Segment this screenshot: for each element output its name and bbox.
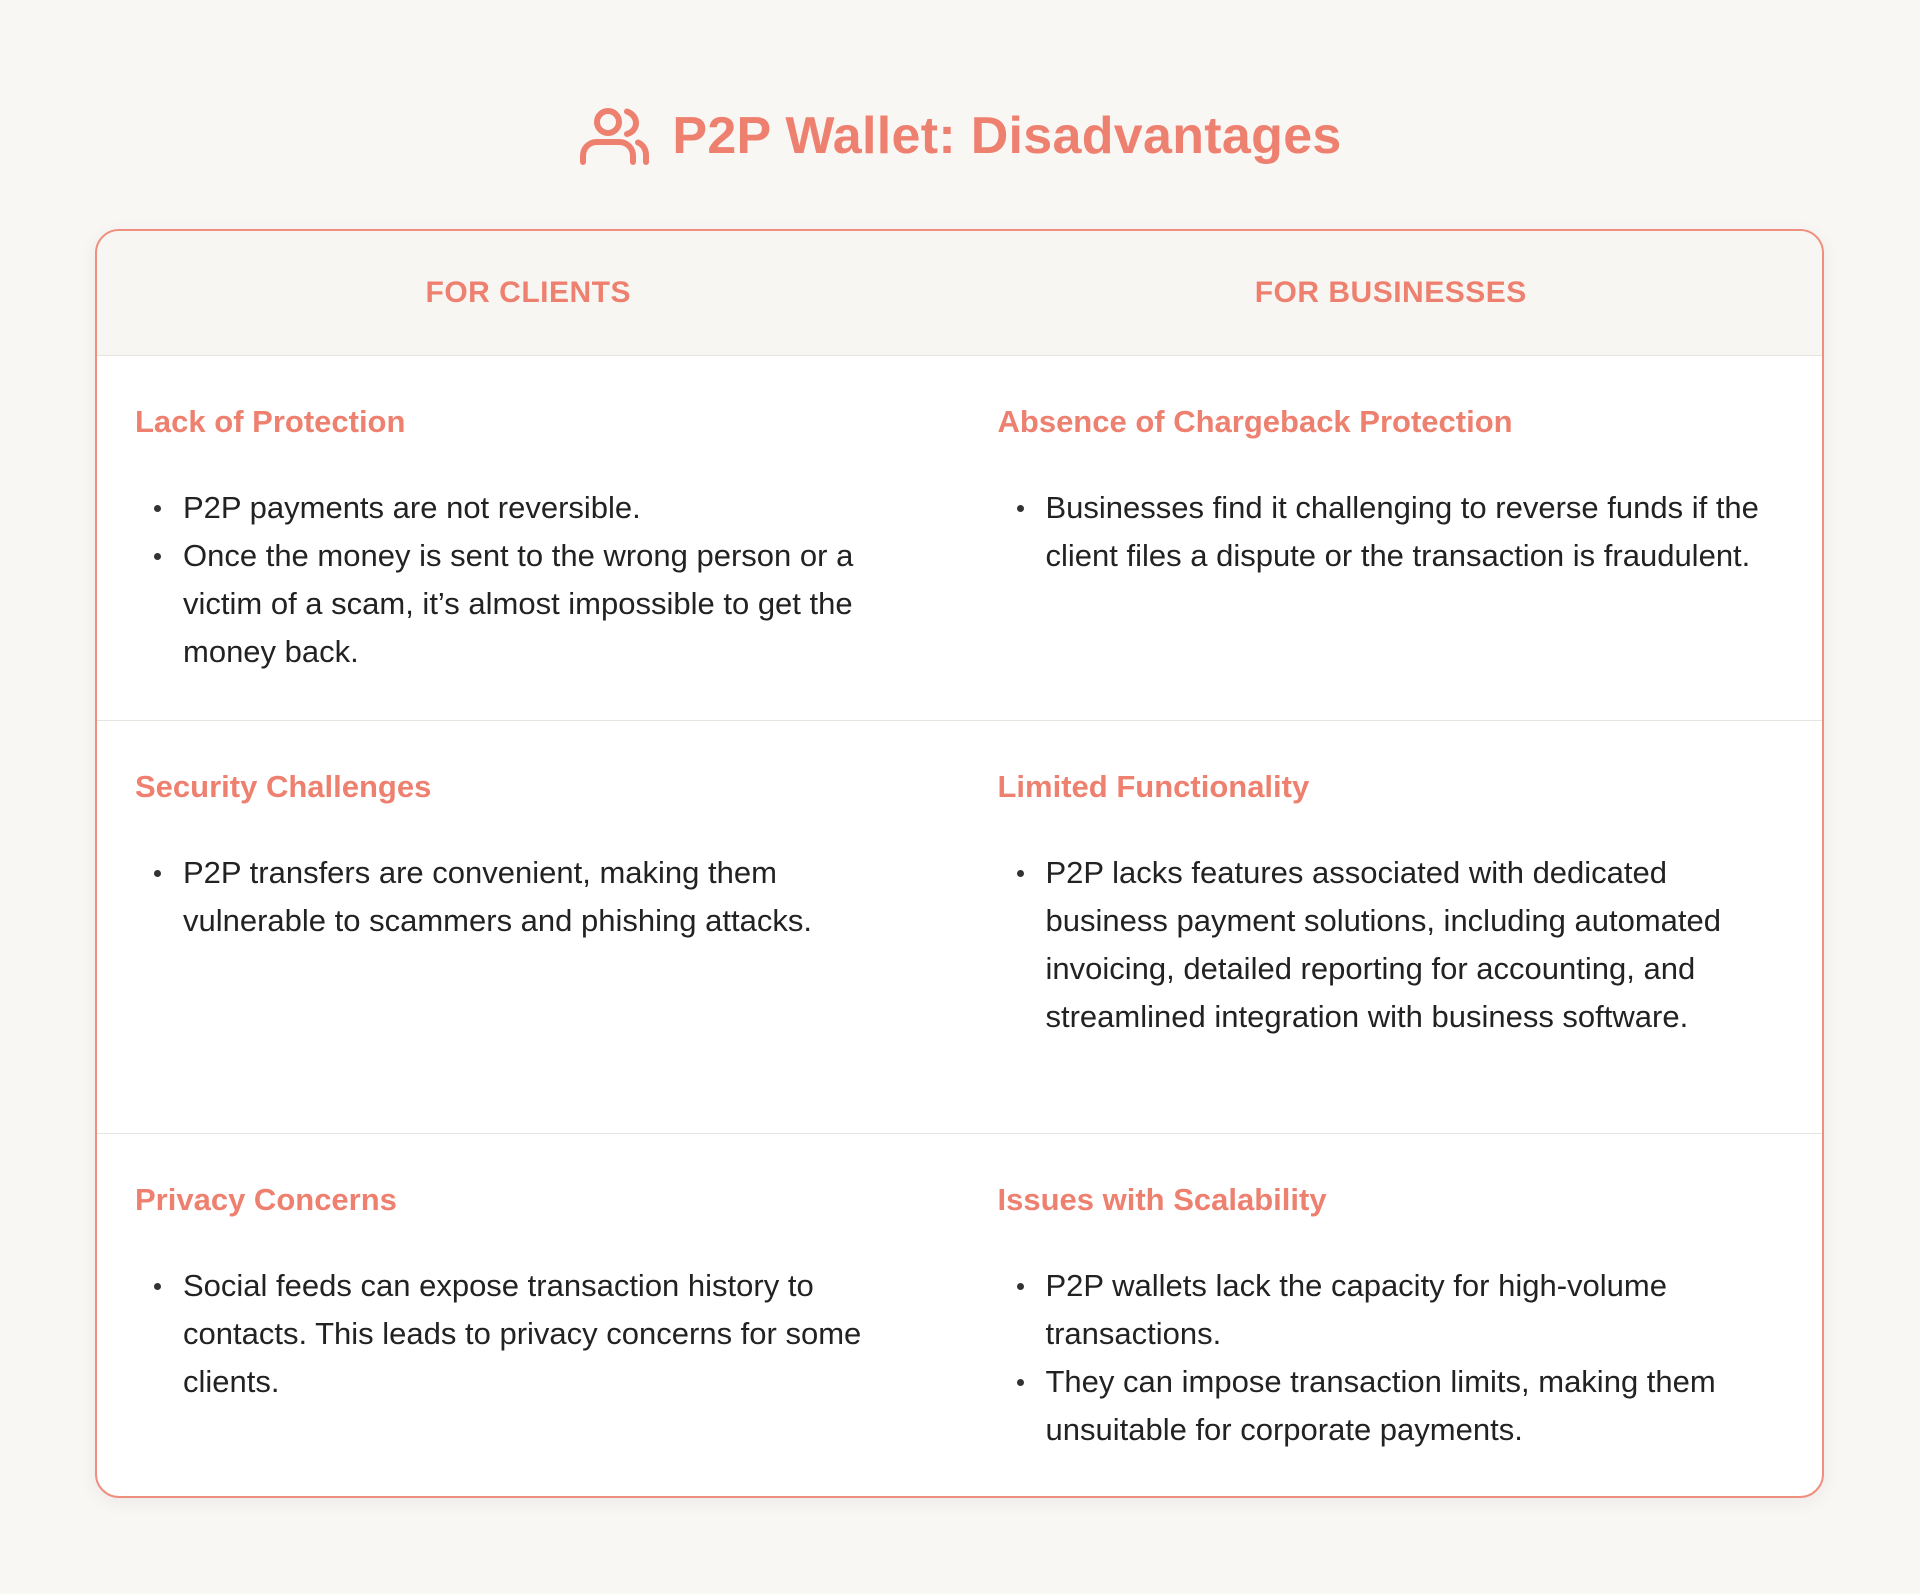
table-row [97, 721, 1822, 1134]
bullet-item: P2P lacks features associated with dedicated business payment solutions, including automated invoicing, detailed reporting for accounting, and streamlined integration with business software. [1008, 849, 1783, 1041]
disadvantages-table [95, 229, 1824, 1498]
column-header-businesses: FOR BUSINESSES [1254, 276, 1527, 309]
page-header [0, 96, 1920, 176]
cell-businesses [960, 1134, 1823, 1496]
users-icon [578, 106, 650, 166]
column-header-clients: FOR CLIENTS [425, 276, 631, 309]
bullet-list [135, 849, 920, 945]
table-row [97, 356, 1822, 721]
bullet-item: They can impose transaction limits, making them unsuitable for corporate payments. [1008, 1358, 1783, 1454]
bullet-item: P2P transfers are convenient, making them vulnerable to scammers and phishing attacks. [145, 849, 920, 945]
table-row [97, 1134, 1822, 1496]
bullet-list [135, 484, 920, 676]
bullet-list [998, 849, 1783, 1041]
cell-title: Privacy Concerns [135, 1182, 397, 1217]
bullet-item: P2P payments are not reversible. [145, 484, 920, 532]
cell-clients [97, 356, 960, 720]
bullet-item: Businesses find it challenging to reverse funds if the client files a dispute or the transaction is fraudulent. [1008, 484, 1783, 580]
page-title: P2P Wallet: Disadvantages [672, 107, 1342, 165]
bullet-list [998, 484, 1783, 580]
cell-clients [97, 1134, 960, 1496]
bullet-item: Once the money is sent to the wrong person or a victim of a scam, it’s almost impossible to get the money back. [145, 532, 920, 676]
bullet-list [998, 1262, 1783, 1454]
bullet-list [135, 1262, 920, 1406]
cell-title: Lack of Protection [135, 404, 406, 439]
table-header-row [97, 231, 1822, 356]
cell-title: Issues with Scalability [997, 1182, 1327, 1217]
cell-clients [97, 721, 960, 1133]
cell-title: Security Challenges [135, 769, 432, 804]
cell-businesses [960, 721, 1823, 1133]
bullet-item: P2P wallets lack the capacity for high-volume transactions. [1008, 1262, 1783, 1358]
bullet-item: Social feeds can expose transaction history to contacts. This leads to privacy concerns for some clients. [145, 1262, 920, 1406]
cell-title: Absence of Chargeback Protection [997, 404, 1513, 439]
cell-title: Limited Functionality [997, 769, 1310, 804]
cell-businesses [960, 356, 1823, 720]
